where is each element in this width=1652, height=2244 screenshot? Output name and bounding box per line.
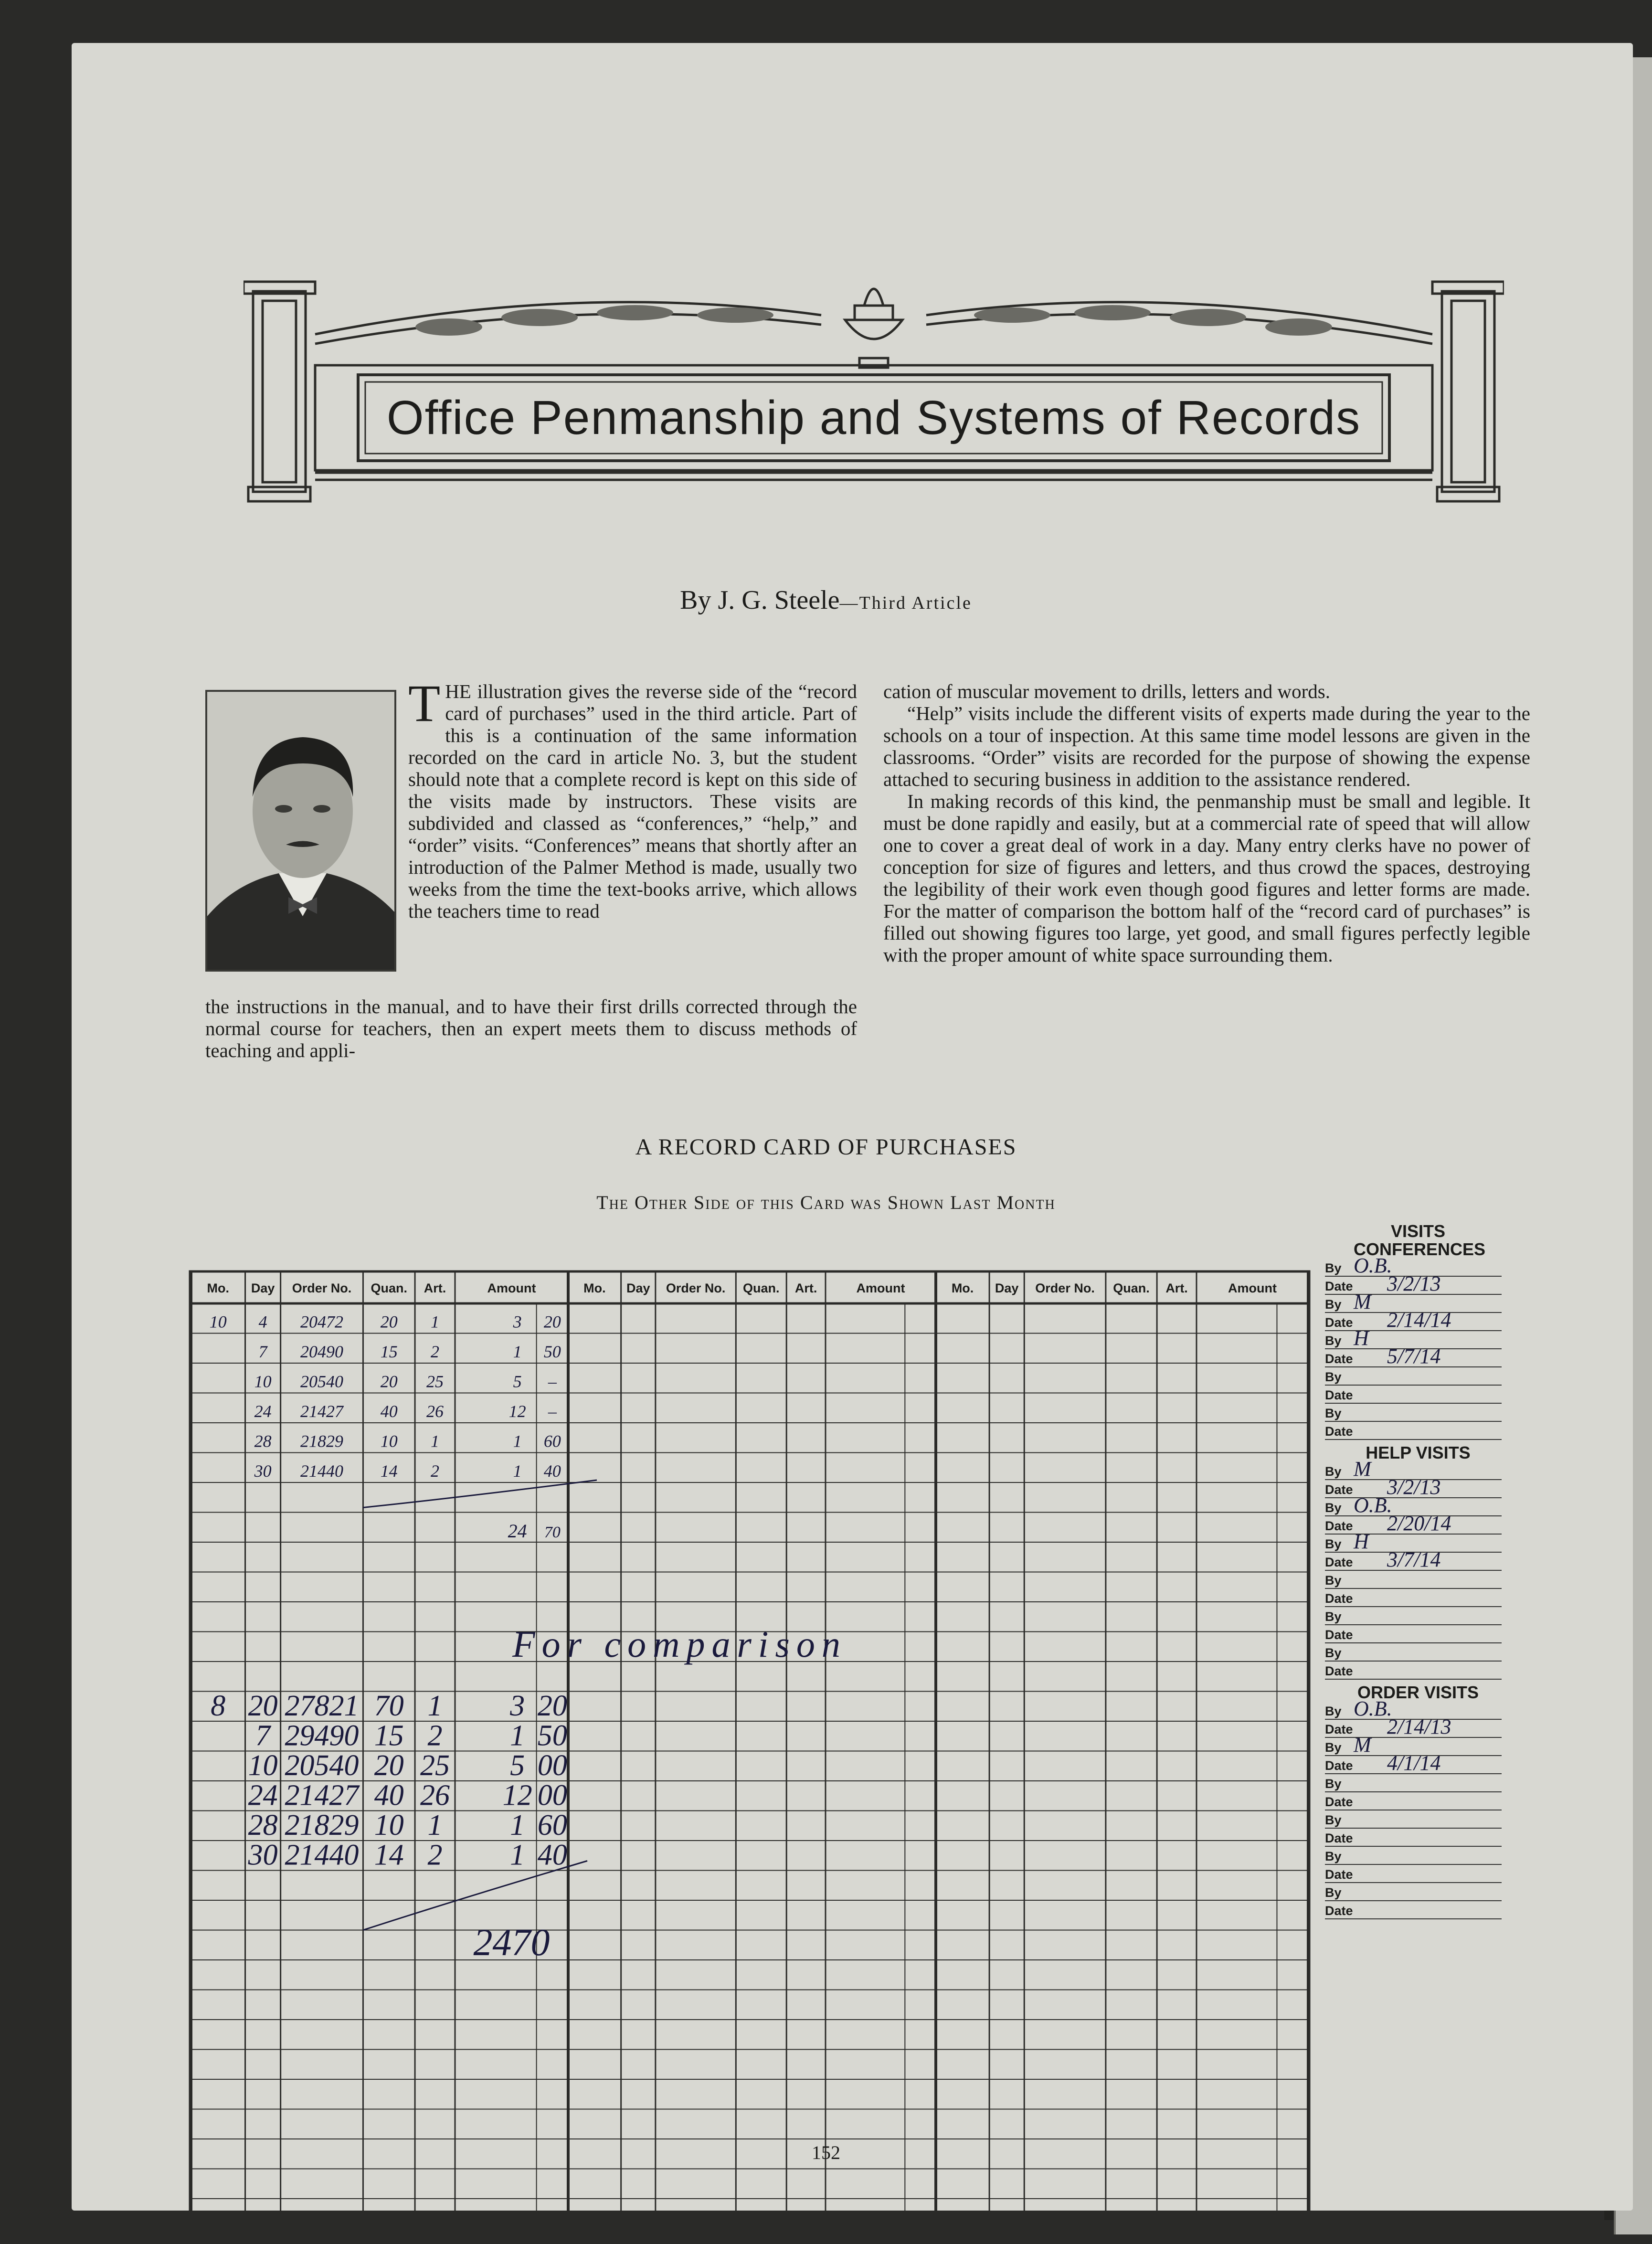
- right-column-text: [883, 680, 1530, 966]
- small-entry: 12: [508, 1402, 526, 1421]
- large-entry: 00: [537, 1749, 567, 1782]
- visit-by-value: O.B.: [1354, 1254, 1392, 1277]
- by-label: By: [1325, 1813, 1342, 1827]
- visit-date-line: [1325, 1548, 1502, 1571]
- large-entry: 50: [537, 1719, 567, 1752]
- by-label: By: [1325, 1704, 1342, 1718]
- left-column-text: THE illustration gives the reverse side of the “record card of purchases” used in the third article. Part of this is a continuation of the same information recorded on the card in article No. 3, but the student should note that a complete record is kept on this side of the visits made by instructors. These visits are subdivided and classed as “conferences,” “help,” and “order” visits. “Conferences” means that shortly after an introduction of the Palmer Method is made, usually two weeks from the time the text-books arrive, which allows the teachers time to read: [408, 674, 857, 922]
- small-entry: 20490: [300, 1342, 344, 1361]
- small-entry: 40: [543, 1461, 561, 1481]
- visit-by-line: [1325, 1847, 1502, 1865]
- column-header: Amount: [1228, 1281, 1277, 1295]
- small-entry: 20: [380, 1372, 398, 1391]
- by-label: By: [1325, 1609, 1342, 1624]
- column-header: Art.: [794, 1281, 817, 1295]
- large-entry: 21427: [285, 1779, 359, 1812]
- large-entry: 00: [537, 1779, 567, 1812]
- visit-by-value: H: [1354, 1530, 1369, 1553]
- column-header: Amount: [856, 1281, 905, 1295]
- large-entry: 2: [427, 1719, 443, 1752]
- column-header: Mo.: [583, 1281, 606, 1295]
- visit-by-line: [1325, 1571, 1502, 1589]
- large-entry: 10: [248, 1749, 278, 1782]
- small-entry: 10: [380, 1431, 398, 1451]
- small-entry: 15: [380, 1342, 398, 1361]
- paragraph: In making records of this kind, the penmanship must be small and legible. It must be done rapidly and easily, but at a commercial rate of speed that will allow one to cover a great deal of work in a day. Many entry clerks have no power of conception for size of figures and letters, and thus crowd the spaces, destroying the legibility of their work even though good figures and letter forms are made. For the matter of comparison the bottom half of the “record card of purchases” is filled out showing figures too large, yet good, and small figures perfectly legible with the proper amount of white space surrounding them.: [883, 790, 1530, 966]
- small-entry: 1: [513, 1342, 522, 1361]
- small-entry: 2: [431, 1342, 440, 1361]
- drop-cap: T: [408, 674, 441, 732]
- visit-date-line: [1325, 1625, 1502, 1643]
- visit-date-line: [1325, 1829, 1502, 1847]
- small-entry: 20: [543, 1312, 561, 1332]
- small-entry: 4: [258, 1312, 267, 1332]
- small-entry: 1: [513, 1431, 522, 1451]
- help-visits-list: [1325, 1457, 1511, 1680]
- date-label: Date: [1325, 1795, 1353, 1809]
- small-entry: –: [548, 1372, 557, 1391]
- visit-date-line: [1325, 1272, 1502, 1295]
- visit-by-value: O.B.: [1354, 1697, 1392, 1720]
- large-entry: 21440: [285, 1839, 359, 1872]
- visit-by-value: H: [1354, 1326, 1369, 1350]
- date-label: Date: [1325, 1831, 1353, 1845]
- visit-date-value: 3/7/14: [1387, 1548, 1441, 1571]
- large-entry: 14: [374, 1839, 404, 1872]
- small-entry: 10: [254, 1372, 272, 1391]
- byline: [0, 585, 1652, 615]
- small-entry: 50: [543, 1342, 561, 1361]
- column-header: Quan.: [371, 1281, 408, 1295]
- date-label: Date: [1325, 1628, 1353, 1642]
- by-label: By: [1325, 1777, 1342, 1791]
- by-label: By: [1325, 1646, 1342, 1660]
- visit-date-value: 2/14/14: [1387, 1308, 1451, 1332]
- small-entry: 24: [254, 1402, 272, 1421]
- small-entry: 20472: [300, 1312, 344, 1332]
- small-entry: 1: [431, 1431, 440, 1451]
- visit-by-value: M: [1354, 1290, 1371, 1313]
- visit-date-line: [1325, 1589, 1502, 1607]
- card-subtitle: The Other Side of this Card was Shown Last Month: [596, 1192, 1056, 1213]
- large-entry: 40: [374, 1779, 404, 1812]
- by-label: By: [1325, 1885, 1342, 1900]
- large-entry: 20: [248, 1690, 278, 1722]
- visit-by-line: [1325, 1774, 1502, 1792]
- visit-by-line: [1325, 1883, 1502, 1901]
- large-entry: 25: [420, 1749, 450, 1782]
- visit-by-line: [1325, 1607, 1502, 1625]
- column-header: Mo.: [951, 1281, 974, 1295]
- column-header: Order No.: [1035, 1281, 1095, 1295]
- visit-by-value: M: [1354, 1733, 1371, 1757]
- small-total-cents: 70: [544, 1524, 561, 1541]
- by-label: By: [1325, 1334, 1342, 1348]
- date-label: Date: [1325, 1591, 1353, 1606]
- small-entry: 1: [513, 1461, 522, 1481]
- large-entry: 40: [537, 1839, 567, 1872]
- visit-date-value: 5/7/14: [1387, 1344, 1441, 1368]
- small-entry: –: [548, 1402, 557, 1421]
- visit-date-line: [1325, 1865, 1502, 1883]
- large-entry: 1: [510, 1839, 525, 1872]
- large-entry: 28: [248, 1809, 278, 1842]
- column-header: Order No.: [666, 1281, 726, 1295]
- visit-date-value: 3/2/13: [1387, 1475, 1441, 1499]
- date-label: Date: [1325, 1758, 1353, 1773]
- date-label: Date: [1325, 1424, 1353, 1439]
- small-entry: 5: [513, 1372, 522, 1391]
- visit-by-line: [1325, 1810, 1502, 1829]
- article-number: —Third Article: [839, 593, 972, 613]
- large-entry: 30: [248, 1839, 278, 1872]
- date-label: Date: [1325, 1388, 1353, 1402]
- large-entry: 1: [510, 1719, 525, 1752]
- visit-by-line: [1325, 1643, 1502, 1662]
- large-entry: 1: [427, 1690, 443, 1722]
- visit-date-line: [1325, 1662, 1502, 1680]
- column-header: Art.: [424, 1281, 446, 1295]
- card-title: A RECORD CARD OF PURCHASES: [635, 1134, 1017, 1160]
- column-header: Amount: [487, 1281, 536, 1295]
- small-entry: 25: [426, 1372, 444, 1391]
- large-total: 2470: [473, 1922, 550, 1964]
- visit-date-line: [1325, 1308, 1502, 1332]
- by-label: By: [1325, 1261, 1342, 1275]
- date-label: Date: [1325, 1482, 1353, 1497]
- by-label: By: [1325, 1406, 1342, 1420]
- by-label: By: [1325, 1297, 1342, 1312]
- author: By J. G. Steele: [680, 585, 840, 615]
- date-label: Date: [1325, 1315, 1353, 1330]
- large-entry: 20: [374, 1749, 404, 1782]
- visit-date-value: 4/1/14: [1387, 1751, 1441, 1775]
- by-label: By: [1325, 1370, 1342, 1384]
- visit-date-line: [1325, 1475, 1502, 1499]
- by-label: By: [1325, 1740, 1342, 1755]
- large-entry: 26: [420, 1779, 450, 1812]
- visit-date-line: [1325, 1792, 1502, 1810]
- date-label: Date: [1325, 1519, 1353, 1533]
- by-label: By: [1325, 1501, 1342, 1515]
- column-header: Day: [995, 1281, 1019, 1295]
- by-label: By: [1325, 1537, 1342, 1551]
- date-label: Date: [1325, 1555, 1353, 1569]
- visit-date-line: [1325, 1901, 1502, 1919]
- date-label: Date: [1325, 1352, 1353, 1366]
- visit-date-value: 2/20/14: [1387, 1512, 1451, 1535]
- small-entry: 10: [209, 1312, 227, 1332]
- small-entry: 2: [431, 1461, 440, 1481]
- visit-date-line: [1325, 1751, 1502, 1775]
- small-entry: 7: [258, 1342, 267, 1361]
- small-entry: 30: [254, 1461, 272, 1481]
- small-entry: 26: [426, 1402, 444, 1421]
- large-entry: 7: [255, 1719, 271, 1752]
- large-entry: 3: [510, 1690, 525, 1722]
- column-header: Day: [626, 1281, 650, 1295]
- paragraph: cation of muscular movement to drills, letters and words.: [883, 680, 1330, 702]
- date-label: Date: [1325, 1664, 1353, 1678]
- record-card-grid: [186, 1268, 1313, 2244]
- large-entry: 20: [537, 1690, 567, 1722]
- large-entry: 1: [427, 1809, 443, 1842]
- column-header: Quan.: [742, 1281, 780, 1295]
- large-entry: 5: [510, 1749, 525, 1782]
- total-flourish: [363, 1480, 597, 1508]
- column-header: Order No.: [292, 1281, 352, 1295]
- large-entry: 24: [248, 1779, 278, 1812]
- column-header: Quan.: [1113, 1281, 1150, 1295]
- visit-by-value: M: [1354, 1457, 1371, 1481]
- column-header: Mo.: [207, 1281, 230, 1295]
- visit-date-line: [1325, 1386, 1502, 1404]
- conferences-list: [1325, 1254, 1511, 1440]
- large-entry: 12: [502, 1779, 532, 1812]
- left-column-wide-text: the instructions in the manual, and to have their first drills corrected through the normal course for teachers, then an expert meets them to discuss methods of teaching and appli-: [205, 995, 857, 1061]
- large-entry: 21829: [285, 1809, 359, 1842]
- small-entry: 28: [254, 1431, 272, 1451]
- article-title: Office Penmanship and Systems of Records: [386, 391, 1361, 445]
- visits-panel: [1325, 1222, 1511, 1919]
- large-entry: 8: [211, 1690, 226, 1722]
- large-entry: 27821: [285, 1690, 359, 1722]
- small-entry: 21427: [300, 1402, 344, 1421]
- conferences-heading: VISITS CONFERENCES: [1354, 1221, 1486, 1259]
- date-label: Date: [1325, 1722, 1353, 1736]
- small-total: 24: [508, 1520, 527, 1542]
- author-portrait: [205, 690, 396, 972]
- column-header: Day: [251, 1281, 275, 1295]
- visit-date-value: 2/14/13: [1387, 1715, 1451, 1738]
- visit-date-line: [1325, 1344, 1502, 1368]
- visit-date-line: [1325, 1512, 1502, 1535]
- small-entry: 20: [380, 1312, 398, 1332]
- large-entry: 1: [510, 1809, 525, 1842]
- small-entry: 1: [431, 1312, 440, 1332]
- large-entry: 15: [374, 1719, 404, 1752]
- large-entry: 20540: [285, 1749, 359, 1782]
- date-label: Date: [1325, 1279, 1353, 1293]
- help-visits-heading: HELP VISITS: [1366, 1443, 1471, 1462]
- paragraph: “Help” visits include the different visits of experts made during the year to the schools on a tour of inspection. At this same time model lessons are given in the classrooms. “Order” visits are recorded for the purpose of showing the expense attached to securing business in addition to the assistance rendered.: [883, 702, 1530, 790]
- by-label: By: [1325, 1464, 1342, 1479]
- order-visits-heading: ORDER VISITS: [1357, 1683, 1479, 1702]
- date-label: Date: [1325, 1904, 1353, 1918]
- visit-date-line: [1325, 1715, 1502, 1738]
- date-label: Date: [1325, 1867, 1353, 1882]
- large-entry: 70: [374, 1690, 404, 1722]
- visit-by-value: O.B.: [1354, 1493, 1392, 1517]
- visit-by-line: [1325, 1404, 1502, 1422]
- small-entry: 40: [380, 1402, 398, 1421]
- small-entry: 3: [513, 1312, 522, 1332]
- column-header: Art.: [1165, 1281, 1188, 1295]
- visit-by-line: [1325, 1367, 1502, 1386]
- large-entry: 60: [537, 1809, 567, 1842]
- visit-date-line: [1325, 1422, 1502, 1440]
- visit-date-value: 3/2/13: [1387, 1272, 1441, 1295]
- comparison-note: For comparison: [512, 1623, 847, 1665]
- by-label: By: [1325, 1849, 1342, 1863]
- small-entry: 21440: [300, 1461, 344, 1481]
- large-entry: 10: [374, 1809, 404, 1842]
- small-entry: 14: [380, 1461, 398, 1481]
- small-entry: 60: [543, 1431, 561, 1451]
- page-number: 152: [812, 2142, 840, 2163]
- order-visits-list: [1325, 1697, 1511, 1919]
- large-entry: 29490: [285, 1719, 359, 1752]
- large-entry: 2: [427, 1839, 443, 1872]
- small-entry: 20540: [300, 1372, 344, 1391]
- by-label: By: [1325, 1573, 1342, 1588]
- small-entry: 21829: [300, 1431, 344, 1451]
